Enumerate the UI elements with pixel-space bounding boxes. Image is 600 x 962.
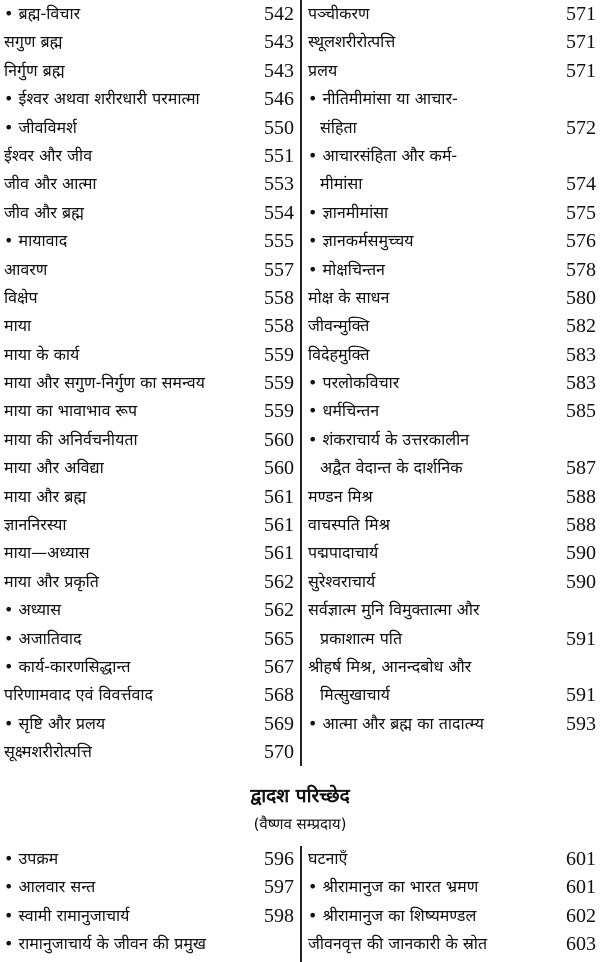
toc-entry-title: माया और सगुण-निर्गुण का समन्वय xyxy=(4,373,205,393)
page-number: 550 xyxy=(264,116,294,139)
toc-entry-title: माया—अध्यास xyxy=(4,543,90,563)
toc-entry-title: मित्सुखाचार्य xyxy=(320,685,390,705)
page-number: 562 xyxy=(264,599,294,622)
toc-entry xyxy=(308,930,598,958)
toc-entry xyxy=(308,426,598,483)
toc-entry xyxy=(308,653,598,710)
page-number: 559 xyxy=(264,343,294,366)
toc-entry xyxy=(4,625,296,653)
toc-entry-title: • आत्मा और ब्रह्म का तादात्म्य xyxy=(308,713,484,733)
page-number: 576 xyxy=(566,230,596,253)
toc-column-right xyxy=(308,0,598,738)
page-number: 543 xyxy=(264,59,294,82)
toc-entry-title: • सृष्टि और प्रलय xyxy=(4,713,106,733)
toc-entry xyxy=(4,227,296,255)
toc-entry-title: • जीवविमर्श xyxy=(4,117,77,137)
page-number: 561 xyxy=(264,485,294,508)
page-number: 602 xyxy=(566,904,596,927)
toc-entry-title: • मायावाद xyxy=(4,231,68,251)
toc-entry-title: • आचारसंहिता और कर्म- xyxy=(308,145,458,165)
toc-entry-title: जीव और आत्मा xyxy=(4,174,97,194)
page-number: 571 xyxy=(566,59,596,82)
page-number: 591 xyxy=(566,627,596,650)
toc-entry xyxy=(4,930,296,958)
toc-entry xyxy=(4,0,296,28)
toc-entry xyxy=(308,227,598,255)
page-number: 571 xyxy=(566,31,596,54)
toc-entry-title: जीवन्मुक्ति xyxy=(308,316,370,336)
toc-entry-title: निर्गुण ब्रह्म xyxy=(4,60,65,80)
page-number: 543 xyxy=(264,31,294,54)
toc-entry xyxy=(308,312,598,340)
toc-entry xyxy=(4,596,296,624)
toc-entry-title: सगुण ब्रह्म xyxy=(4,32,63,52)
toc-entry xyxy=(308,85,598,142)
toc-entry xyxy=(4,653,296,681)
toc-entry xyxy=(4,568,296,596)
toc-entry-title: • श्रीरामानुज का भारत भ्रमण xyxy=(308,877,479,897)
toc-entry-title: मोक्ष के साधन xyxy=(308,287,390,307)
toc-entry xyxy=(4,483,296,511)
page-number: 574 xyxy=(566,173,596,196)
page-number: 546 xyxy=(264,88,294,111)
toc-entry xyxy=(4,312,296,340)
toc-entry xyxy=(308,57,598,85)
toc-entry xyxy=(4,454,296,482)
page-number: 603 xyxy=(566,933,596,956)
toc-entry-title: ईश्वर और जीव xyxy=(4,145,93,165)
toc-entry xyxy=(4,397,296,425)
toc-entry xyxy=(308,845,598,873)
toc-entry-title: विक्षेप xyxy=(4,287,38,307)
page-number: 560 xyxy=(264,428,294,451)
toc-entry-title: अद्वैत वेदान्त के दार्शनिक xyxy=(320,458,463,478)
toc-entry-title: श्रीहर्ष मिश्र, आनन्दबोध और xyxy=(308,656,472,676)
toc-entry-title: • शंकराचार्य के उत्तरकालीन xyxy=(308,429,470,449)
toc-entry xyxy=(4,873,296,901)
toc-entry-title: प्रकाशात्म पति xyxy=(320,628,403,648)
page-number: 567 xyxy=(264,655,294,678)
toc-entry-title: • कार्य-कारणसिद्धान्त xyxy=(4,656,131,676)
toc-entry-title: • श्रीरामानुज का शिष्यमण्डल xyxy=(308,905,477,925)
toc-entry-title: मण्डन मिश्र xyxy=(308,486,373,506)
toc-entry xyxy=(4,426,296,454)
toc-entry-title: संहिता xyxy=(320,117,357,137)
toc-entry xyxy=(4,142,296,170)
column-divider xyxy=(300,0,302,766)
page-number: 569 xyxy=(264,712,294,735)
toc-column-left-lower xyxy=(4,845,296,959)
toc-entry xyxy=(308,710,598,738)
toc-entry xyxy=(308,28,598,56)
toc-entry-title: पद्मपादाचार्य xyxy=(308,543,379,563)
page-number: 562 xyxy=(264,570,294,593)
toc-entry-title: • ज्ञानकर्मसमुच्चय xyxy=(308,231,414,251)
toc-entry xyxy=(308,873,598,901)
toc-entry-title: • उपक्रम xyxy=(4,849,59,868)
toc-entry xyxy=(4,28,296,56)
toc-entry-title: माया और प्रकृति xyxy=(4,571,99,591)
toc-entry xyxy=(4,114,296,142)
toc-entry xyxy=(4,341,296,369)
toc-entry-title: • परलोकविचार xyxy=(308,373,400,393)
toc-entry xyxy=(4,539,296,567)
toc-entry-title: • मोक्षचिन्तन xyxy=(308,259,385,279)
page-number: 554 xyxy=(264,201,294,224)
toc-entry xyxy=(4,738,296,766)
toc-entry xyxy=(308,511,598,539)
toc-entry xyxy=(308,902,598,930)
toc-entry-title: जीवनवृत्त की जानकारी के स्रोत xyxy=(308,934,488,954)
page-number: 578 xyxy=(566,258,596,281)
toc-entry xyxy=(4,85,296,113)
toc-entry-title: सुरेश्वराचार्य xyxy=(308,571,376,591)
toc-entry xyxy=(308,256,598,284)
toc-entry-title: विदेहमुक्ति xyxy=(308,344,370,364)
toc-entry xyxy=(308,341,598,369)
toc-entry-title: • ब्रह्म-विचार xyxy=(4,4,81,23)
toc-entry xyxy=(308,596,598,653)
page-number: 555 xyxy=(264,230,294,253)
page-number: 570 xyxy=(264,741,294,764)
chapter-heading: द्वादश परिच्छेद xyxy=(250,785,350,807)
toc-entry xyxy=(4,170,296,198)
page-number: 585 xyxy=(566,400,596,423)
page-number: 557 xyxy=(264,258,294,281)
page-number: 565 xyxy=(264,627,294,650)
toc-entry xyxy=(308,199,598,227)
toc-entry xyxy=(4,681,296,709)
toc-entry xyxy=(4,369,296,397)
page-number: 588 xyxy=(566,514,596,537)
toc-entry-title: वाचस्पति मिश्र xyxy=(308,515,390,535)
toc-entry xyxy=(308,568,598,596)
page-number: 596 xyxy=(264,848,294,870)
page-number: 572 xyxy=(566,116,596,139)
toc-entry xyxy=(4,710,296,738)
toc-entry xyxy=(4,511,296,539)
toc-entry-title: प्रलय xyxy=(308,60,338,80)
page-number: 553 xyxy=(264,173,294,196)
toc-entry-title: परिणामवाद एवं विवर्त्तवाद xyxy=(4,685,154,705)
toc-column-left xyxy=(4,0,296,767)
toc-entry xyxy=(308,284,598,312)
toc-entry-title: स्थूलशरीरोत्पत्ति xyxy=(308,32,396,52)
page-number: 559 xyxy=(264,372,294,395)
toc-entry xyxy=(4,902,296,930)
toc-entry xyxy=(4,284,296,312)
toc-entry-title: सर्वज्ञात्म मुनि विमुक्तात्मा और xyxy=(308,600,480,620)
toc-entry xyxy=(4,199,296,227)
page-number: 559 xyxy=(264,400,294,423)
page-number: 558 xyxy=(264,286,294,309)
page-number: 560 xyxy=(264,457,294,480)
toc-entry-title: माया और अविद्या xyxy=(4,458,104,478)
page-number: 571 xyxy=(566,3,596,25)
page-number: 597 xyxy=(264,876,294,899)
toc-entry-title: पञ्चीकरण xyxy=(308,4,370,23)
toc-entry-title: • स्वामी रामानुजाचार्य xyxy=(4,905,130,925)
toc-entry-title: • नीतिमीमांसा या आचार- xyxy=(308,89,458,109)
chapter-subheading: (वैष्णव सम्प्रदाय) xyxy=(253,815,347,833)
column-divider-lower xyxy=(300,846,302,962)
page-number: 591 xyxy=(566,684,596,707)
page-number: 582 xyxy=(566,315,596,338)
toc-entry-title: घटनाएँ xyxy=(308,849,348,868)
toc-column-right-lower xyxy=(308,845,598,959)
toc-entry-title: • ज्ञानमीमांसा xyxy=(308,202,389,222)
toc-entry-title: सूक्ष्मशरीरोत्पत्ति xyxy=(4,742,92,762)
page-number: 601 xyxy=(566,876,596,899)
toc-entry-title: • धर्मचिन्तन xyxy=(308,401,380,421)
toc-entry-title: • आलवार सन्त xyxy=(4,877,96,897)
page-number: 568 xyxy=(264,684,294,707)
page-number: 580 xyxy=(566,286,596,309)
toc-entry-title: माया xyxy=(4,316,32,336)
toc-entry-title: • रामानुजाचार्य के जीवन की प्रमुख xyxy=(4,934,207,954)
toc-entry-title: जीव और ब्रह्म xyxy=(4,202,84,222)
page-number: 551 xyxy=(264,144,294,167)
page-number: 575 xyxy=(566,201,596,224)
toc-entry xyxy=(4,256,296,284)
page-number: 583 xyxy=(566,372,596,395)
toc-entry-title: आवरण xyxy=(4,259,48,279)
toc-entry-title: मीमांसा xyxy=(320,174,363,194)
page-number: 590 xyxy=(566,570,596,593)
toc-entry xyxy=(308,397,598,425)
toc-entry xyxy=(308,369,598,397)
toc-entry xyxy=(4,57,296,85)
toc-entry-title: माया के कार्य xyxy=(4,344,80,364)
page-number: 588 xyxy=(566,485,596,508)
page-number: 598 xyxy=(264,904,294,927)
page-number: 561 xyxy=(264,542,294,565)
toc-entry-title: • ईश्वर अथवा शरीरधारी परमात्मा xyxy=(4,89,200,109)
toc-entry xyxy=(4,845,296,873)
page-number: 593 xyxy=(566,712,596,735)
toc-entry-title: माया और ब्रह्म xyxy=(4,486,87,506)
page-number: 558 xyxy=(264,315,294,338)
toc-entry-title: • अध्यास xyxy=(4,600,62,620)
page-number: 587 xyxy=(566,457,596,480)
toc-entry-title: माया की अनिर्वचनीयता xyxy=(4,429,138,449)
toc-entry xyxy=(308,483,598,511)
toc-entry xyxy=(308,0,598,28)
toc-entry-title: माया का भावाभाव रूप xyxy=(4,401,138,421)
toc-entry-title: ज्ञाननिरस्या xyxy=(4,515,67,535)
toc-entry xyxy=(308,539,598,567)
toc-entry-title: • अजातिवाद xyxy=(4,628,82,648)
page-number: 542 xyxy=(264,3,294,25)
page-number: 601 xyxy=(566,848,596,870)
page-number: 561 xyxy=(264,514,294,537)
page-number: 583 xyxy=(566,343,596,366)
page-number: 590 xyxy=(566,542,596,565)
toc-entry xyxy=(308,142,598,199)
